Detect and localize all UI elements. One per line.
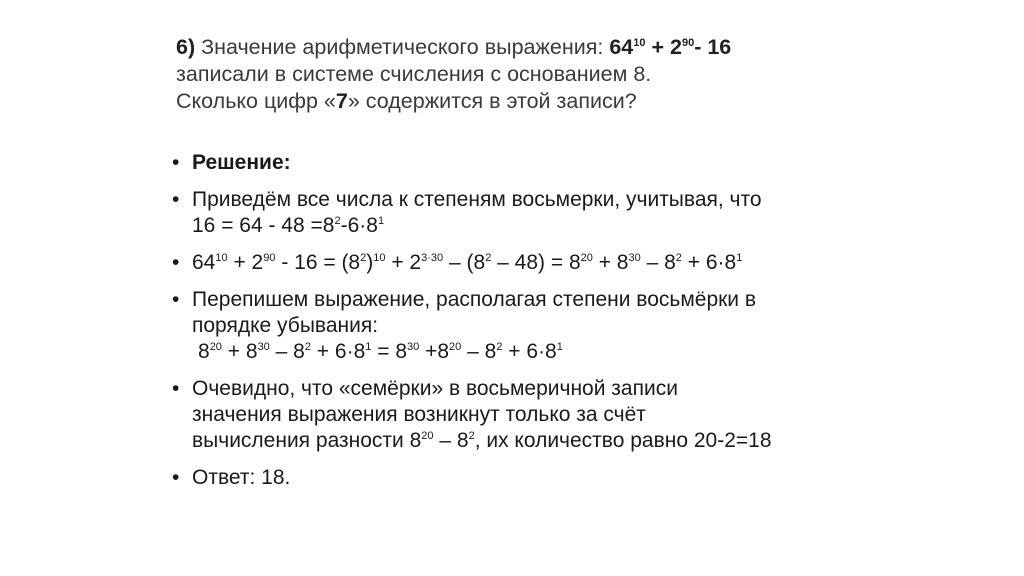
list-item-step1: • Приведём все числа к степеням восьмерки, учитывая, что $16 = 64 - 48 =8^2-6\cdot 8^1$ — [170, 187, 990, 239]
task-title — [176, 34, 976, 115]
title-expression: $64^{10} + 2^{90}-$ 16 — [609, 35, 732, 59]
list-item-step4: • Очевидно, что «семёрки» в восьмеричной записи значения выражения возникнут только за счёт вычисления разности $8^{20} - 8^2$, их количество равно 20-2=18 — [170, 376, 990, 454]
list-item-step2: • $64^{10} + 2^{90} - 16 = (8^2)^{10} + 2^{3\cdot 30} - (8^2 - 48) = 8^{20} + 8^{30} - 8^2 + 6\cdot 8^1$ — [170, 250, 990, 276]
title-line-1 — [176, 34, 976, 61]
list-item-answer: • Ответ: 18. — [170, 465, 990, 491]
rewritten-expression: $8^{20} + 8^{30} - 8^2 + 6\cdot 8^1 = 8^{30} +8^{20} - 8^2 + 6\cdot 8^1$ — [198, 340, 563, 363]
list-item-step3: • Перепишем выражение, располагая степени восьмёрки в порядке убывания: $8^{20} + 8^{30} - 8^2 + 6\cdot 8^1 = 8^{30} +8^{20} - 8^2 + 6\cdot 8^1$ — [170, 287, 990, 365]
list-item-solution: • Решение: — [170, 150, 990, 176]
title-line-3: Сколько цифр «7» содержится в этой записи? — [176, 89, 637, 113]
solution-list — [170, 150, 990, 502]
task-number: 6) — [176, 35, 196, 59]
title-line-2: записали в системе счисления с основанием 8. — [176, 62, 652, 86]
title-text: Значение арифметического выражения: — [195, 35, 610, 59]
